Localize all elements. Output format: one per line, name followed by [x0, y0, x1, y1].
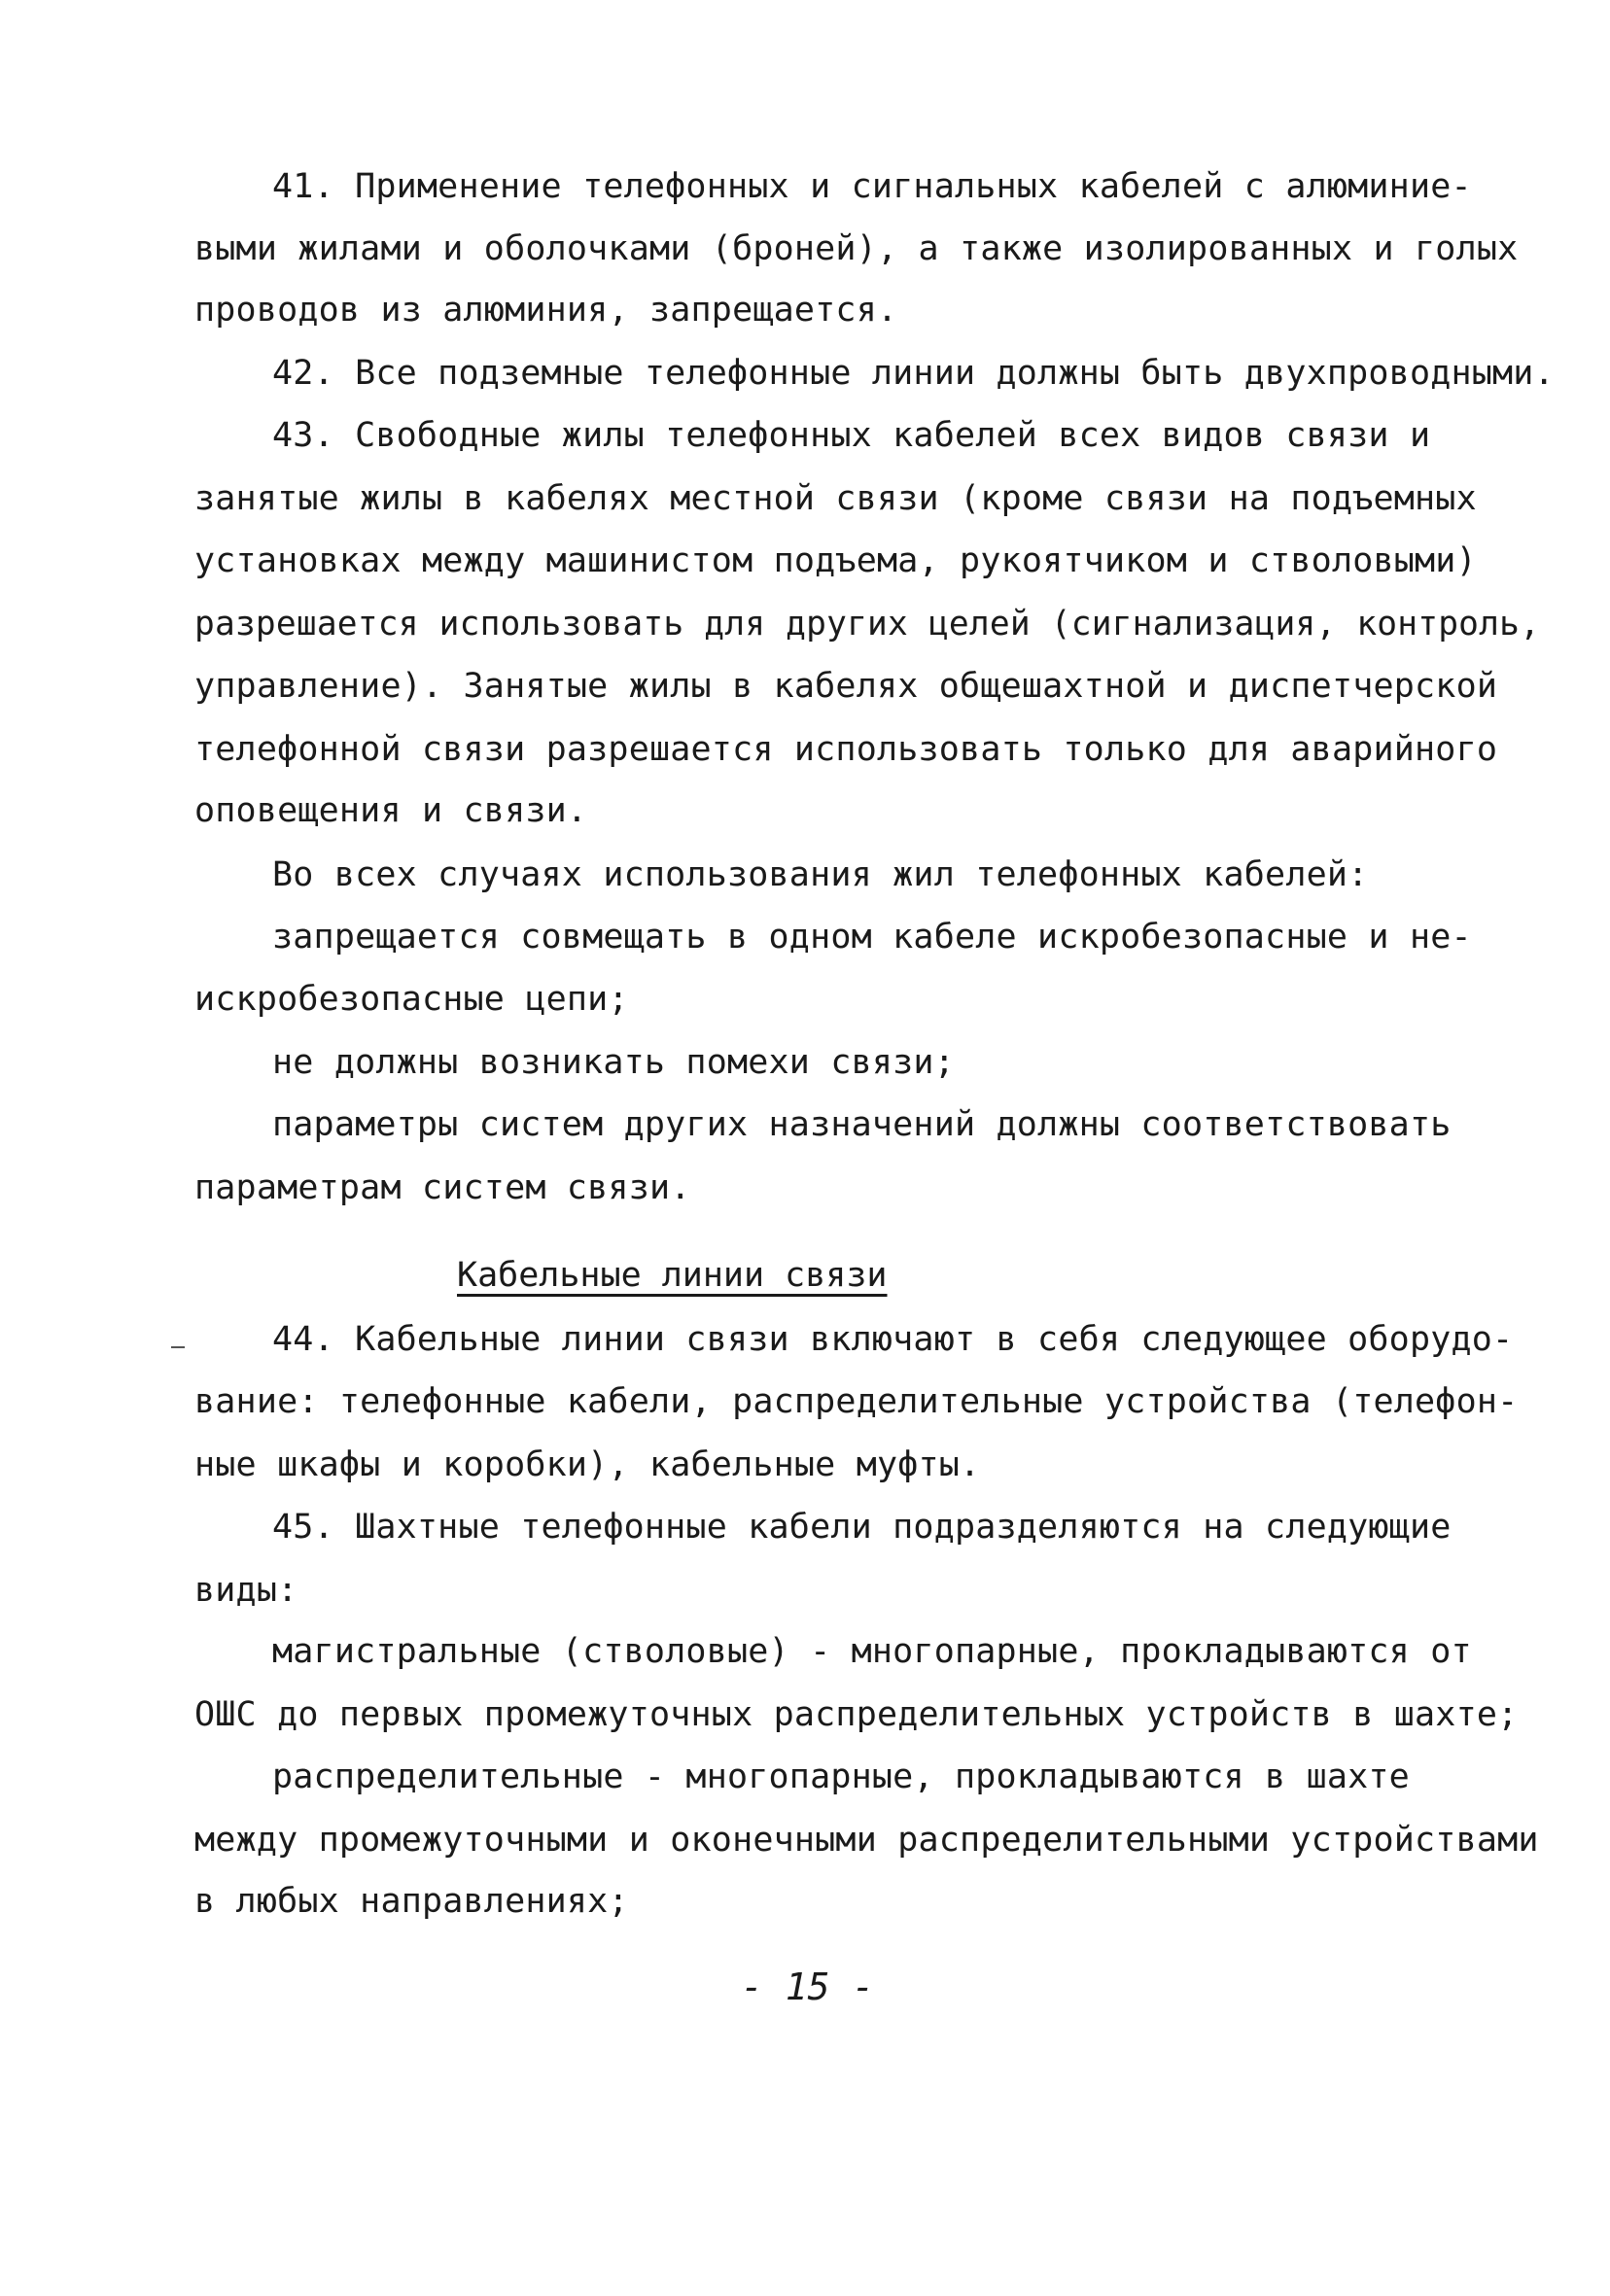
text-line-p43-1: 43. Свободные жилы телефонных кабелей всех видов связи и — [272, 416, 1431, 455]
text-line-p43-4: разрешается использовать для других целей (сигнализация, контроль, — [194, 605, 1541, 644]
text-line-p41-3: проводов из алюминия, запрещается. — [194, 291, 898, 330]
section-heading: Кабельные линии связи — [457, 1256, 888, 1295]
text-line-p43-6: телефонной связи разрешается использовать только для аварийного — [194, 730, 1498, 769]
text-line-p45-7: в любых направлениях; — [194, 1882, 629, 1921]
text-line-p44-1: 44. Кабельные линии связи включают в себя следующее оборудо- — [272, 1320, 1514, 1359]
text-line-p41-1: 41. Применение телефонных и сигнальных кабелей с алюминие- — [272, 167, 1472, 206]
text-line-p43-8: Во всех случаях использования жил телефонных кабелей: — [272, 855, 1369, 894]
text-line-p43-11: не должны возникать помехи связи; — [272, 1043, 955, 1082]
text-line-p45-4: ОШС до первых промежуточных распределительных устройств в шахте; — [194, 1695, 1519, 1734]
text-line-p43-2: занятые жилы в кабелях местной связи (кроме связи на подъемных — [194, 479, 1477, 518]
text-line-p45-2: виды: — [194, 1571, 298, 1610]
text-line-p45-1: 45. Шахтные телефонные кабели подразделяются на следующие — [272, 1508, 1452, 1547]
text-line-p44-3: ные шкафы и коробки), кабельные муфты. — [194, 1445, 981, 1484]
text-line-p43-7: оповещения и связи. — [194, 791, 588, 830]
text-line-p43-12: параметры систем других назначений должны соответствовать — [272, 1105, 1452, 1144]
page-number: - 15 - — [741, 1966, 875, 2008]
text-line-p43-13: параметрам систем связи. — [194, 1168, 691, 1207]
text-line-p45-5: распределительные - многопарные, прокладываются в шахте — [272, 1757, 1410, 1796]
text-line-p45-3: магистральные (стволовые) - многопарные, прокладываются от — [272, 1632, 1472, 1671]
margin-tick-mark — [171, 1346, 185, 1348]
text-line-p44-2: вание: телефонные кабели, распределительные устройства (телефон- — [194, 1382, 1519, 1421]
text-line-p41-2: выми жилами и оболочками (броней), а также изолированных и голых — [194, 229, 1519, 268]
text-line-p43-10: искробезопасные цепи; — [194, 980, 629, 1019]
text-line-p43-3: установках между машинистом подъема, рукоятчиком и стволовыми) — [194, 541, 1477, 580]
text-line-p45-6: между промежуточными и оконечными распределительными устройствами — [194, 1821, 1539, 1860]
text-line-p43-9: запрещается совмещать в одном кабеле искробезопасные и не- — [272, 918, 1472, 957]
text-line-p43-5: управление). Занятые жилы в кабелях общешахтной и диспетчерской — [194, 667, 1498, 706]
text-line-p42-1: 42. Все подземные телефонные линии должны быть двухпроводными. — [272, 354, 1555, 393]
